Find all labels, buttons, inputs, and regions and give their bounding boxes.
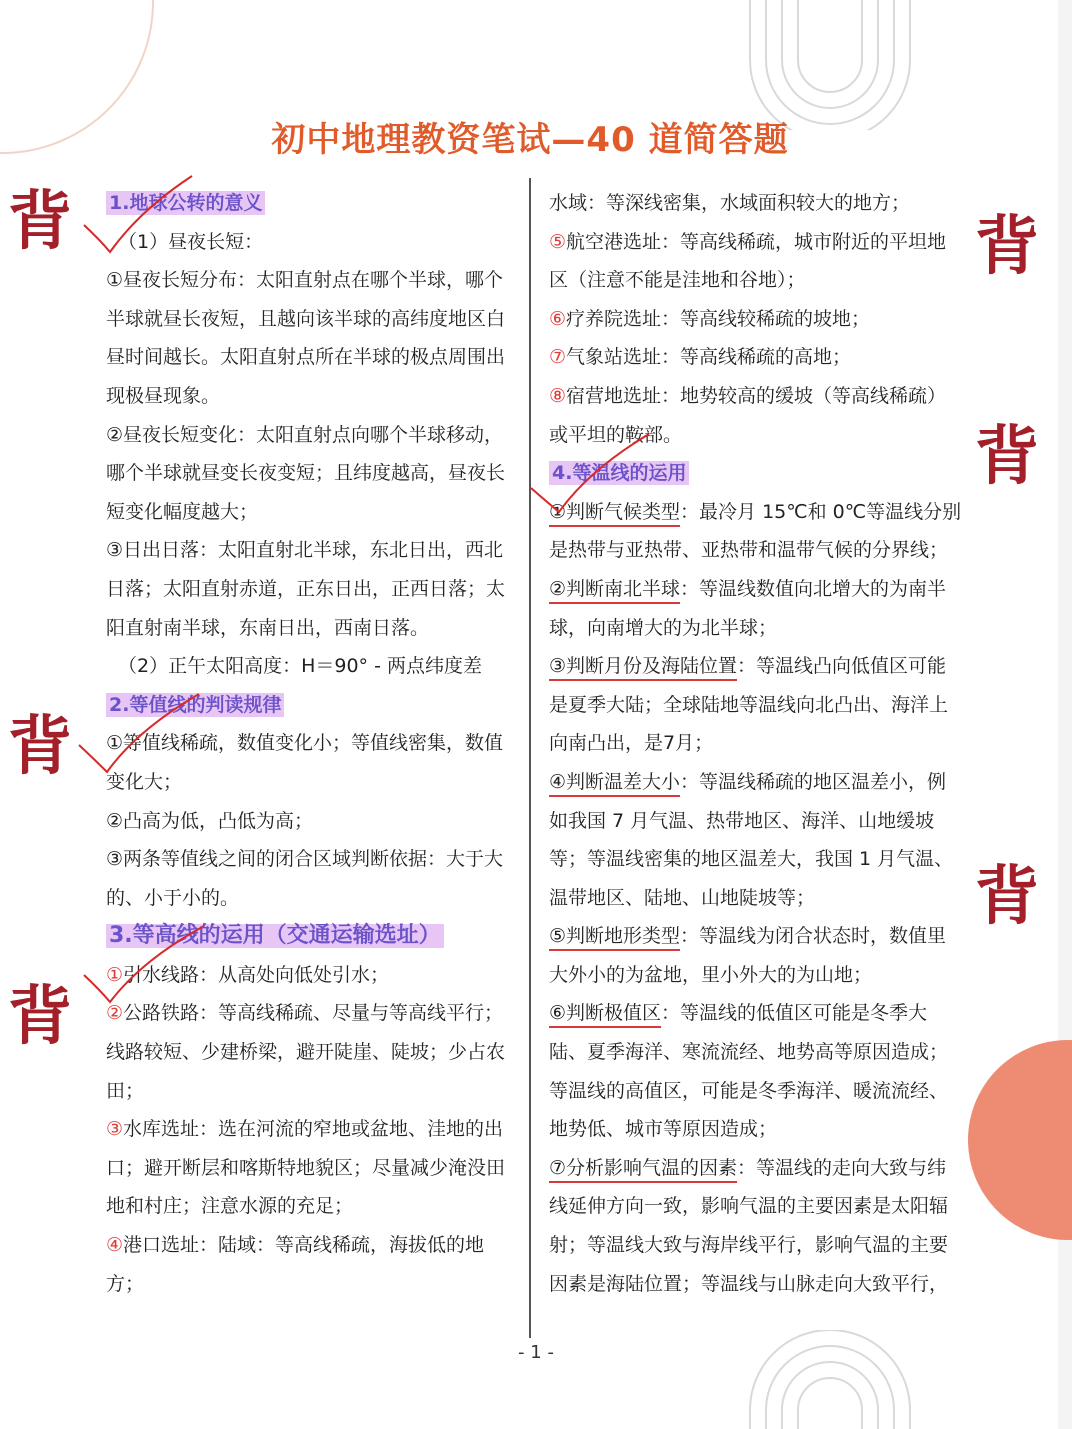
paragraph: 水域：等深线密集，水域面积较大的地方；	[549, 192, 911, 214]
paragraph: ②凸高为低，凸低为高；	[106, 809, 314, 832]
list-item: ①判断气候类型：最冷月 15℃和 0℃等温线分别是热带与亚热带、亚热带和温带气候的分界线；	[549, 500, 962, 562]
list-item: ⑧宿营地选址：地势较高的缓坡（等高线稀疏）或平坦的鞍部。	[549, 384, 947, 446]
list-item: ②判断南北半球：等温线数值向北增大的为南半球，向南增大的为北半球；	[549, 577, 947, 639]
list-item: ③判断月份及海陆位置：等温线凸向低值区可能是夏季大陆；全球陆地等温线向北凸出、海洋上向南凸出，是7月；	[549, 655, 949, 755]
sub-heading: （1）昼夜长短：	[118, 230, 264, 253]
list-item: ⑦气象站选址：等高线稀疏的高地；	[549, 346, 852, 369]
right-column	[549, 184, 963, 1303]
section-heading-3: 3.等高线的运用（交通运输选址）	[106, 920, 444, 952]
memorize-stamp: 背	[975, 419, 1039, 494]
page-title: 初中地理教资笔试—40 道简答题	[271, 120, 789, 160]
memorize-stamp: 背	[8, 184, 72, 259]
memorize-stamp: 背	[8, 709, 72, 784]
list-item: ⑥疗养院选址：等高线较稀疏的坡地；	[549, 307, 871, 330]
list-item: ⑦分析影响气温的因素：等温线的走向大致与纬线延伸方向一致，影响气温的主要因素是太阳辐射；等温线大致与海岸线平行，影响气温的主要因素是海陆位置；等温线与山脉走向大致平行，	[549, 1156, 949, 1295]
page-number: - 1 -	[518, 1342, 554, 1363]
section-heading-4: 4.等温线的运用	[549, 457, 689, 489]
decorative-circle-right	[968, 1040, 1072, 1240]
list-item: ⑥判断极值区：等温线的低值区可能是冬季大陆、夏季海洋、寒流流经、地势高等原因造成；等温线的高值区，可能是冬季海洋、暖流流经、地势低、城市等原因造成；	[549, 1002, 949, 1141]
list-item: ①引水线路：从高处向低处引水；	[106, 963, 390, 986]
paragraph: ①昼夜长短分布：太阳直射点在哪个半球，哪个半球就昼长夜短，且越向该半球的高纬度地区白昼时间越长。太阳直射点所在半球的极点周围出现极昼现象。	[106, 269, 506, 407]
decorative-arcs-top	[730, 0, 930, 130]
column-divider	[529, 178, 531, 1338]
section-heading-2: 2.等值线的判读规律	[106, 689, 284, 721]
memorize-stamp: 背	[975, 859, 1039, 934]
sub-heading: （2）正午太阳高度：H＝90° - 两点纬度差	[118, 655, 482, 678]
section-heading-1: 1.地球公转的意义	[106, 187, 265, 219]
check-mark-icon	[80, 920, 210, 1010]
list-item: ③水库选址：选在河流的窄地或盆地、洼地的出口；避开断层和喀斯特地貌区；尽量减少淹没田地和村庄；注意水源的充足；	[106, 1118, 506, 1218]
list-item: ②公路铁路：等高线稀疏、尽量与等高线平行；线路较短、少建桥梁，避开陡崖、陡坡；少占农田；	[106, 1002, 506, 1102]
paragraph: ③日出日落：太阳直射北半球，东北日出，西北日落；太阳直射赤道，正东日出，正西日落；太阳直射南半球，东南日出，西南日落。	[106, 539, 506, 639]
memorize-stamp: 背	[8, 979, 72, 1054]
list-item: ④港口选址：陆域：等高线稀疏，海拔低的地方；	[106, 1234, 485, 1295]
list-item: ④判断温差大小：等温线稀疏的地区温差小，例如我国 7 月气温、热带地区、海洋、山地缓坡等；等温线密集的地区温差大，我国 1 月气温、温带地区、陆地、山地陡坡等；	[549, 770, 954, 909]
paragraph: ②昼夜长短变化：太阳直射点向哪个半球移动，哪个半球就昼变长夜变短；且纬度越高，昼夜长短变化幅度越大；	[106, 423, 506, 523]
list-item: ⑤航空港选址：等高线稀疏，城市附近的平坦地区（注意不能是洼地和谷地）；	[549, 230, 947, 292]
check-mark-icon	[525, 430, 655, 520]
paragraph: ③两条等值线之间的闭合区域判断依据：大于大的、小于小的。	[106, 848, 504, 909]
memorize-stamp: 背	[975, 209, 1039, 284]
paragraph: ①等值线稀疏，数值变化小；等值线密集，数值变化大；	[106, 732, 504, 793]
check-mark-icon	[75, 690, 205, 780]
check-mark-icon	[80, 170, 200, 260]
list-item: ⑤判断地形类型：等温线为闭合状态时，数值里大外小的为盆地，里小外大的为山地；	[549, 925, 947, 986]
